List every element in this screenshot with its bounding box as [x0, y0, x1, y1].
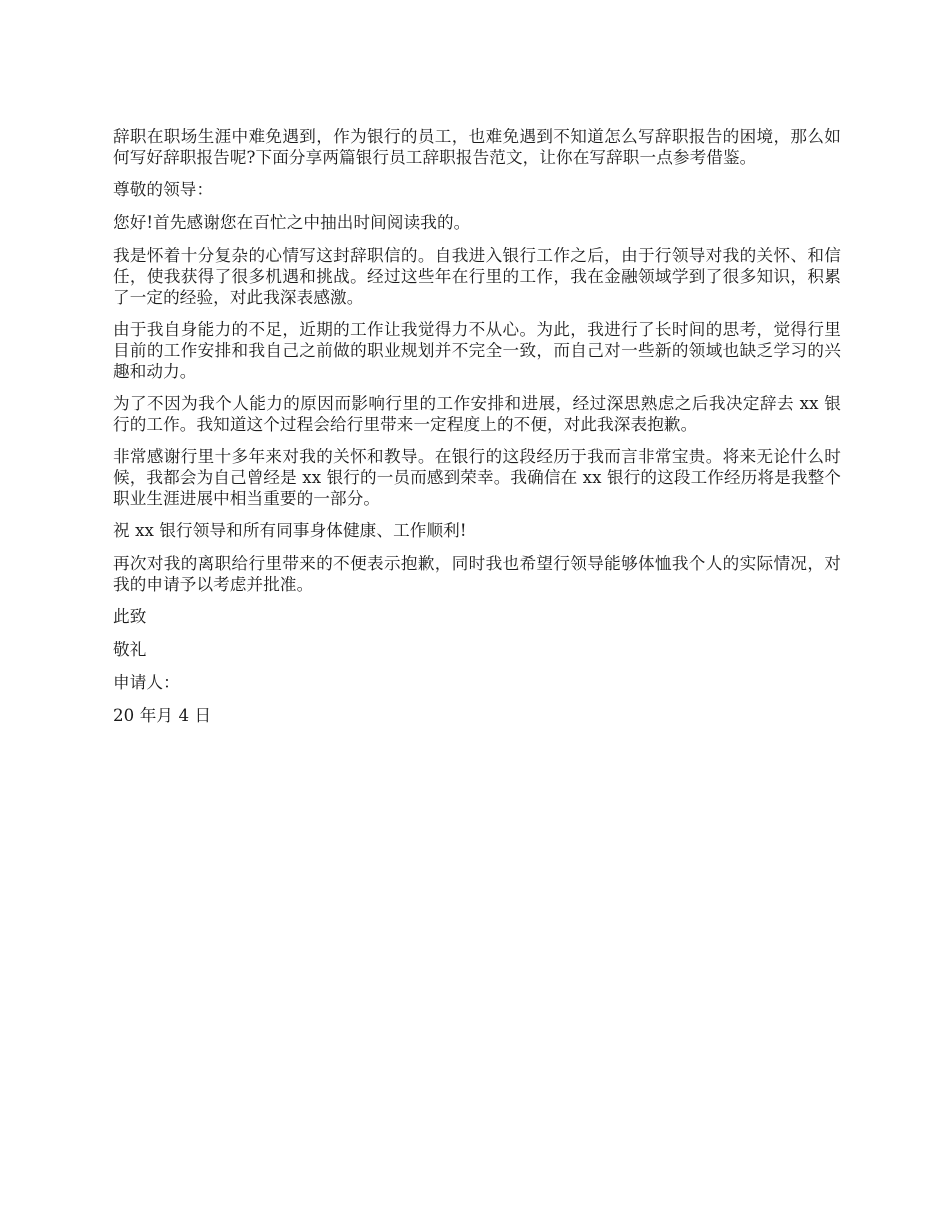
body-paragraph-1: 我是怀着十分复杂的心情写这封辞职信的。自我进入银行工作之后，由于行领导对我的关怀、和信任，使我获得了很多机遇和挑战。经过这些年在行里的工作，我在金融领域学到了很多知识，积累了一定的经验，对此我深表感激。	[113, 246, 841, 307]
greeting-paragraph: 您好!首先感谢您在百忙之中抽出时间阅读我的。	[113, 213, 471, 232]
apology-paragraph: 再次对我的离职给行里带来的不便表示抱歉，同时我也希望行领导能够体恤我个人的实际情况，对我的申请予以考虑并批准。	[113, 554, 841, 594]
closing-line-2: 敬礼	[113, 640, 147, 659]
salutation: 尊敬的领导：	[113, 180, 214, 199]
date-line: 20 年月 4 日	[113, 706, 212, 725]
wishes-paragraph: 祝 xx 银行领导和所有同事身体健康、工作顺利!	[113, 521, 467, 540]
intro-paragraph: 辞职在职场生涯中难免遇到，作为银行的员工，也难免遇到不知道怎么写辞职报告的困境，那么如何写好辞职报告呢?下面分享两篇银行员工辞职报告范文，让你在写辞职一点参考借鉴。	[113, 127, 841, 167]
body-paragraph-4: 非常感谢行里十多年来对我的关怀和教导。在银行的这段经历于我而言非常宝贵。将来无论什么时候，我都会为自己曾经是 xx 银行的一员而感到荣幸。我确信在 xx 银行的这段工作经历将是我整个职业生涯进展中相当重要的一部分。	[113, 447, 841, 508]
body-paragraph-2: 由于我自身能力的不足，近期的工作让我觉得力不从心。为此，我进行了长时间的思考，觉得行里目前的工作安排和我自己之前做的职业规划并不完全一致，而自己对一些新的领域也缺乏学习的兴趣和动力。	[113, 320, 841, 381]
document-body	[113, 126, 841, 738]
applicant-label: 申请人：	[113, 673, 180, 692]
body-paragraph-3: 为了不因为我个人能力的原因而影响行里的工作安排和进展，经过深思熟虑之后我决定辞去 xx 银行的工作。我知道这个过程会给行里带来一定程度上的不便，对此我深表抱歉。	[113, 394, 841, 434]
closing-line-1: 此致	[113, 607, 147, 626]
